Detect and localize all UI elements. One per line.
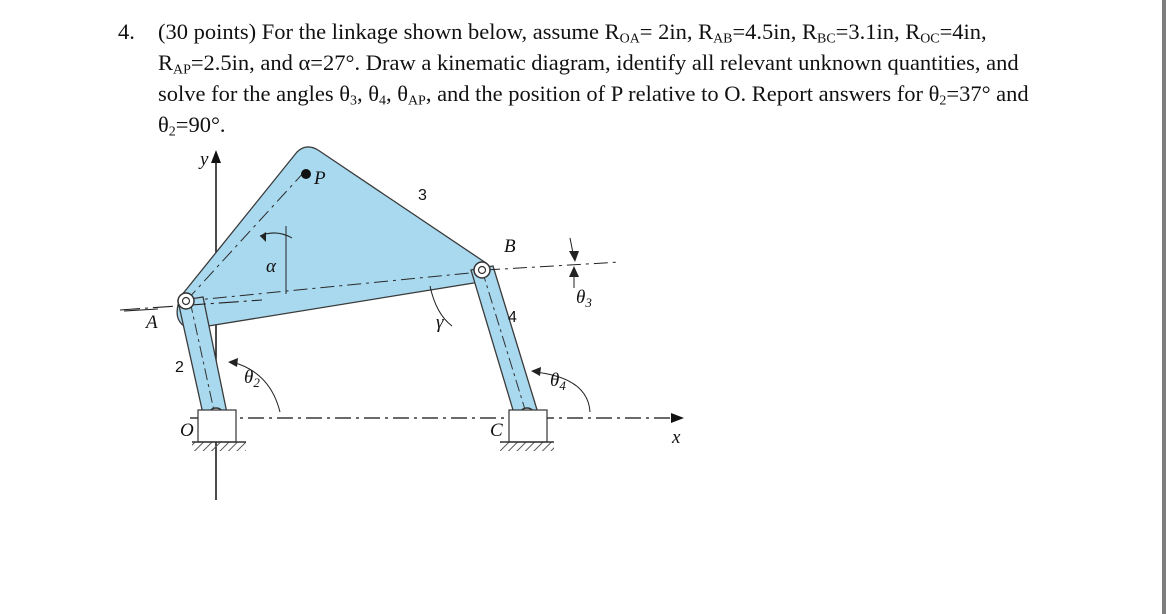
- link-3-coupler: [177, 147, 491, 329]
- link-4-label: 4: [508, 309, 517, 326]
- theta2-label: $\theta_2$: [244, 367, 260, 390]
- y-axis-label: y: [200, 149, 209, 170]
- point-A-label: A: [146, 312, 158, 333]
- problem-line-3: solve for the angles $\theta_3$, $\theta_4$, $\theta_{AP}$, and the position of P relative to O. Report answers for $\theta_2=37^\circ$ and: [158, 81, 1029, 109]
- link-3-label: 3: [418, 187, 427, 204]
- gamma-label: γ: [436, 312, 444, 333]
- problem-line-1: (30 points) For the linkage shown below, assume $R_{OA}= 2in$, $R_{AB}=4.5in$, $R_{BC}=3.1in$, $R_{OC}=4in$,: [158, 19, 987, 47]
- x-axis: [190, 413, 684, 423]
- pin-B: [474, 262, 490, 278]
- point-B-label: B: [504, 236, 516, 257]
- point-P-label: P: [314, 168, 326, 189]
- pin-A: [178, 293, 194, 309]
- theta4-label: $\theta_4$: [550, 370, 566, 393]
- ground-support-O: [192, 410, 246, 451]
- ground-support-C: [500, 410, 554, 451]
- theta3-label: $\theta_3$: [576, 287, 592, 310]
- problem-line-4: $\theta_2=90^\circ$.: [158, 112, 226, 140]
- x-axis-label: x: [672, 427, 681, 448]
- problem-line-2: $R_{AP}=2.5in$, and α=27°. Draw a kinematic diagram, identify all relevant unknown quantities, and: [158, 50, 1019, 78]
- problem-number: 4.: [118, 19, 135, 44]
- point-O-label: O: [180, 420, 194, 441]
- link-2-label: 2: [175, 359, 184, 376]
- point-C-label: C: [490, 420, 503, 441]
- link-4-rocker: [471, 266, 538, 420]
- point-P-dot: [301, 169, 311, 179]
- alpha-label: α: [266, 256, 276, 277]
